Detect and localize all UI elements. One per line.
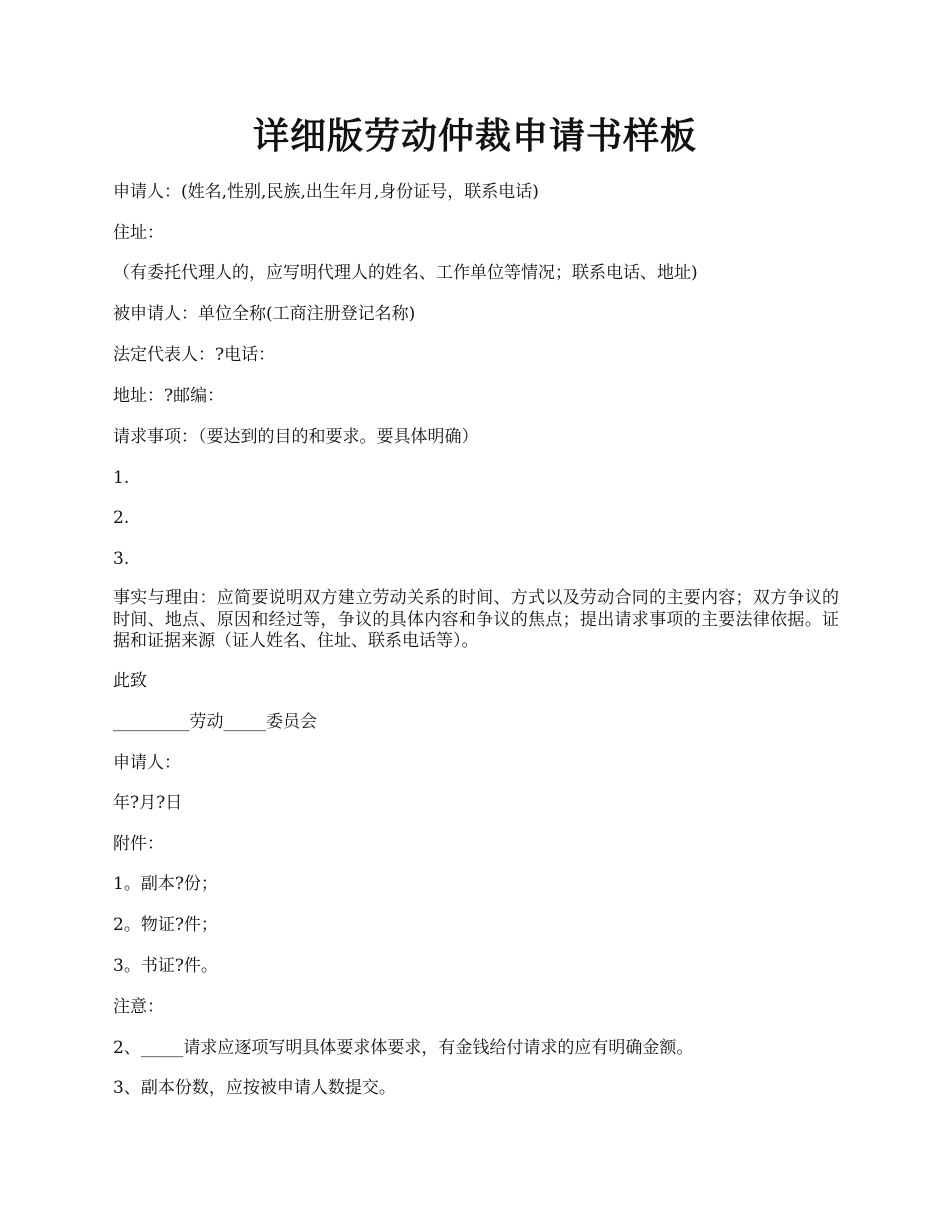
attachments-heading: 附件： bbox=[113, 834, 164, 854]
attachment-item: 1。副本?份； bbox=[113, 874, 218, 894]
date-line: 年?月?日 bbox=[113, 793, 183, 813]
notes-heading: 注意： bbox=[113, 997, 164, 1017]
document-title: 详细版劳动仲裁申请书样板 bbox=[252, 115, 697, 157]
committee-line: _________劳动_____委员会 bbox=[113, 712, 317, 732]
claim-item: 3. bbox=[113, 549, 130, 569]
closing-line: 此致 bbox=[113, 671, 147, 691]
signature-line: 申请人： bbox=[113, 753, 181, 773]
applicant-info: 申请人：(姓名,性别,民族,出生年月,身份证号，联系电话) bbox=[113, 182, 539, 202]
agent-note: （有委托代理人的，应写明代理人的姓名、工作单位等情况；联系电话、地址) bbox=[113, 263, 698, 283]
claim-item: 2. bbox=[113, 508, 130, 528]
facts-and-reasons: 事实与理由：应简要说明双方建立劳动关系的时间、方式以及劳动合同的主要内容；双方争议的时间、地点、原因和经过等，争议的具体内容和争议的焦点；提出请求事项的主要法律依据。证据和证据来源（证人姓名、住址、联系电话等）。 bbox=[113, 588, 839, 651]
note-item: 3、副本份数，应按被申请人数提交。 bbox=[113, 1078, 396, 1098]
respondent-line: 被申请人：单位全称(工商注册登记名称) bbox=[113, 304, 416, 324]
claims-heading: 请求事项：（要达到的目的和要求。要具体明确） bbox=[113, 427, 479, 447]
claim-item: 1. bbox=[113, 468, 130, 488]
note-item: 2、_____请求应逐项写明具体要求体要求，有金钱给付请求的应有明确金额。 bbox=[113, 1038, 694, 1058]
attachment-item: 3。书证?件。 bbox=[113, 956, 218, 976]
address-line: 住址： bbox=[113, 223, 164, 243]
legal-rep-line: 法定代表人：?电话： bbox=[113, 345, 276, 365]
respondent-address-line: 地址：?邮编： bbox=[113, 386, 225, 406]
attachment-item: 2。物证?件； bbox=[113, 915, 218, 935]
